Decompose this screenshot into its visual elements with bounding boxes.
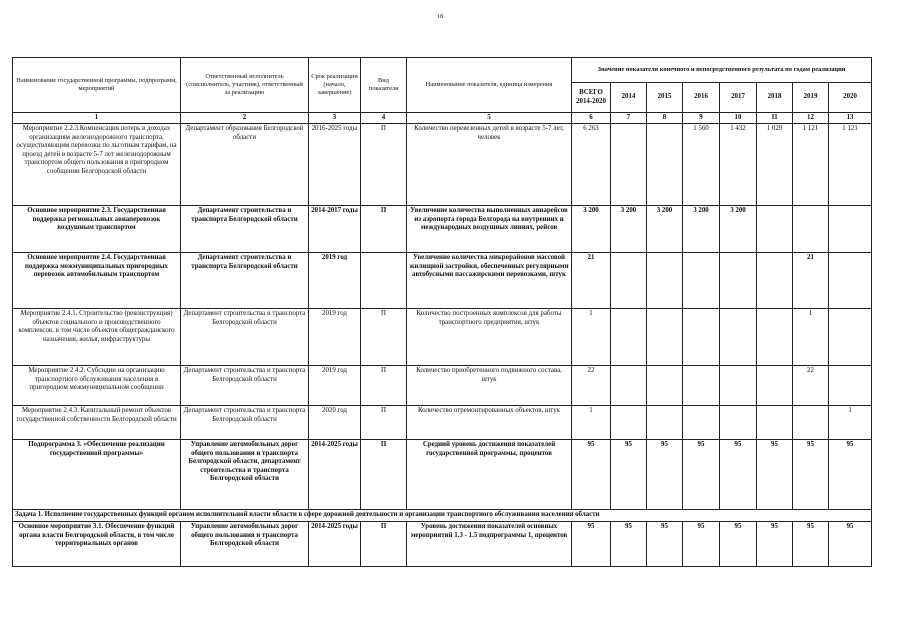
column-number: 9 (683, 113, 720, 124)
column-number: 8 (647, 113, 683, 124)
indicator-name: Количество перевезенных детей в возрасте 5-7 лет, человек (407, 124, 572, 206)
header-indicator: Наименование показателя, единица измерения (407, 58, 572, 113)
executor: Департамент строительства и транспорта Белгородской области (181, 406, 309, 440)
value-year (757, 206, 793, 253)
value-year (829, 366, 872, 406)
column-number: 11 (757, 113, 793, 124)
table-row (13, 124, 872, 206)
value-year (757, 406, 793, 440)
indicator-name: Увеличение количества микрорайонов массовой жилищной застройки, обеспеченных регулярными автобусными пассажирскими перевозками, штук (407, 253, 572, 309)
header-name: Наименование государственной программы, подпрограмм, мероприятий (13, 58, 181, 113)
measure-name: Основное мероприятие 2.4. Государственная поддержка межмуниципальных пригородных перевозок автомобильным транспортом (13, 253, 181, 309)
period: 2019 год (309, 253, 361, 309)
value-year (757, 366, 793, 406)
executor: Департамент строительства и транспорта Белгородской области (181, 309, 309, 366)
measure-name: Мероприятие 2.4.3. Капитальный ремонт объектов государственной собственности Белгородской области (13, 406, 181, 440)
indicator-name: Увеличение количества выполненных авиарейсов из аэропорта города Белгорода на внутренних и международных воздушных линиях, рейсов (407, 206, 572, 253)
value-total: 21 (572, 253, 611, 309)
period: 2019 год (309, 309, 361, 366)
measure-name: Мероприятие 2.2.3.Компенсация потерь в доходах организациям железнодорожного транспорта, осуществляющим перевозки по льготным тарифам, на проезд детей в возрасте 5-7 лет железнодорожным транспортом общего пользования в пригородном сообщении Белгородской области (13, 124, 181, 206)
indicator-name: Количество приобретенного подвижного состава, штук (407, 366, 572, 406)
header-values-group: Значение показателя конечного и непосредственного результата по годам реализации (572, 58, 872, 83)
indicator-name: Средний уровень достижения показателей государственной программы, процентов (407, 440, 572, 510)
measure-name: Мероприятие 2.4.2. Субсидии на организацию транспортного обслуживания населения в пригородном межмуниципальном сообщении (13, 366, 181, 406)
value-year: 1 121 (793, 124, 829, 206)
header-year: 2017 (720, 83, 757, 113)
value-year (611, 309, 647, 366)
value-year (720, 309, 757, 366)
period: 2014-2025 годы (309, 440, 361, 510)
header-total: ВСЕГО 2014-2020 (572, 83, 611, 113)
value-year (683, 406, 720, 440)
header-year: 2014 (611, 83, 647, 113)
indicator-name: Уровень достижения показателей основных мероприятий 1.3 - 1.5 подпрограммы 1, процентов (407, 522, 572, 567)
table-row (13, 522, 872, 567)
value-year (829, 206, 872, 253)
header-year: 2019 (793, 83, 829, 113)
value-year (647, 406, 683, 440)
value-year (683, 253, 720, 309)
value-year (647, 309, 683, 366)
column-number: 4 (361, 113, 407, 124)
value-year: 22 (793, 366, 829, 406)
table-row (13, 309, 872, 366)
header-year: 2016 (683, 83, 720, 113)
page-number: 18 (437, 14, 443, 20)
header-year: 2018 (757, 83, 793, 113)
indicator-type: П (361, 309, 407, 366)
value-year (647, 124, 683, 206)
value-year: 1 (793, 309, 829, 366)
indicator-name: Количество отремонтированных объектов, штук (407, 406, 572, 440)
indicator-type (361, 253, 407, 309)
value-year (793, 406, 829, 440)
measure-name: Основное мероприятие 3.1. Обеспечение функций органа власти Белгородской области, в том числе территориальных органов (13, 522, 181, 567)
value-year: 95 (683, 440, 720, 510)
task-row (13, 510, 872, 522)
table-row (13, 440, 872, 510)
value-year (683, 309, 720, 366)
value-year (647, 366, 683, 406)
value-year (611, 406, 647, 440)
value-total: 95 (572, 522, 611, 567)
value-year: 3 200 (647, 206, 683, 253)
value-year: 95 (757, 522, 793, 567)
indicator-type: П (361, 406, 407, 440)
value-year: 21 (793, 253, 829, 309)
measure-name: Подпрограмма 3. «Обеспечение реализации государственной программы» (13, 440, 181, 510)
indicator-type: П (361, 522, 407, 567)
indicators-table (12, 57, 872, 567)
value-year (720, 253, 757, 309)
period: 2020 год (309, 406, 361, 440)
indicator-type: П (361, 366, 407, 406)
header-period: Срок реализации (начало, завершение) (309, 58, 361, 113)
value-year (829, 309, 872, 366)
value-year (829, 253, 872, 309)
value-total: 1 (572, 309, 611, 366)
value-year (647, 253, 683, 309)
indicator-type: П (361, 440, 407, 510)
measure-name: Мероприятие 2.4.1. Строительство (реконструкция) объектов социального и производственного комплексов, в том числе объектов общегражданского назначения, жилья, инфраструктуры (13, 309, 181, 366)
value-total: 3 200 (572, 206, 611, 253)
value-year: 95 (611, 522, 647, 567)
value-total: 1 (572, 406, 611, 440)
value-year: 3 200 (683, 206, 720, 253)
column-number: 1 (13, 113, 181, 124)
header-executor: Ответственный исполнитель (соисполнитель, участник), ответственный за реализацию (181, 58, 309, 113)
value-total: 95 (572, 440, 611, 510)
value-year: 1 121 (829, 124, 872, 206)
column-number: 12 (793, 113, 829, 124)
value-year: 95 (793, 522, 829, 567)
value-total: 22 (572, 366, 611, 406)
header-year: 2020 (829, 83, 872, 113)
value-year (611, 124, 647, 206)
task-title: Задача 1. Исполнение государственных функций органом исполнительной власти области в сфере дорожной деятельности и организации транспортного обслуживания населения области (13, 510, 872, 522)
value-year: 3 200 (720, 206, 757, 253)
value-year (720, 406, 757, 440)
period: 2014-2025 годы (309, 522, 361, 567)
value-year: 1 029 (757, 124, 793, 206)
period: 2019 год (309, 366, 361, 406)
value-year (720, 366, 757, 406)
value-year: 1 432 (720, 124, 757, 206)
period: 2014-2017 годы (309, 206, 361, 253)
value-year: 95 (611, 440, 647, 510)
value-year (611, 253, 647, 309)
indicator-name: Количество построенных комплексов для работы транспортного предприятия, штук (407, 309, 572, 366)
indicator-type: П (361, 206, 407, 253)
period: 2016-2025 годы (309, 124, 361, 206)
table-row (13, 253, 872, 309)
value-year: 95 (683, 522, 720, 567)
executor: Управление автомобильных дорог общего пользования и транспорта Белгородской области, департамент строительства и транспорта Белгородской области (181, 440, 309, 510)
value-year: 3 200 (611, 206, 647, 253)
value-year: 95 (647, 522, 683, 567)
column-number: 7 (611, 113, 647, 124)
value-year (757, 253, 793, 309)
table-row (13, 366, 872, 406)
table-row (13, 406, 872, 440)
column-number: 2 (181, 113, 309, 124)
value-year: 95 (793, 440, 829, 510)
column-number-row (13, 113, 872, 124)
value-year: 95 (757, 440, 793, 510)
value-year (793, 206, 829, 253)
column-number: 10 (720, 113, 757, 124)
executor: Департамент строительства и транспорта Белгородской области (181, 206, 309, 253)
value-year (683, 366, 720, 406)
value-year: 1 560 (683, 124, 720, 206)
value-year: 95 (829, 522, 872, 567)
executor: Департамент строительства и транспорта Белгородской области (181, 366, 309, 406)
measure-name: Основное мероприятие 2.3. Государственная поддержка региональных авиаперевозок воздушным транспортом (13, 206, 181, 253)
column-number: 13 (829, 113, 872, 124)
value-year: 1 (829, 406, 872, 440)
indicator-type: П (361, 124, 407, 206)
executor: Департамент образования Белгородской области (181, 124, 309, 206)
value-year: 95 (720, 440, 757, 510)
column-number: 6 (572, 113, 611, 124)
value-year (757, 309, 793, 366)
executor: Департамент строительства и транспорта Белгородской области (181, 253, 309, 309)
value-year: 95 (647, 440, 683, 510)
executor: Управление автомобильных дорог общего пользования и транспорта Белгородской области (181, 522, 309, 567)
value-year: 95 (720, 522, 757, 567)
value-total: 6 263 (572, 124, 611, 206)
value-year: 95 (829, 440, 872, 510)
column-number: 5 (407, 113, 572, 124)
value-year (611, 366, 647, 406)
header-type: Вид показателя (361, 58, 407, 113)
column-number: 3 (309, 113, 361, 124)
table-row (13, 206, 872, 253)
header-year: 2015 (647, 83, 683, 113)
